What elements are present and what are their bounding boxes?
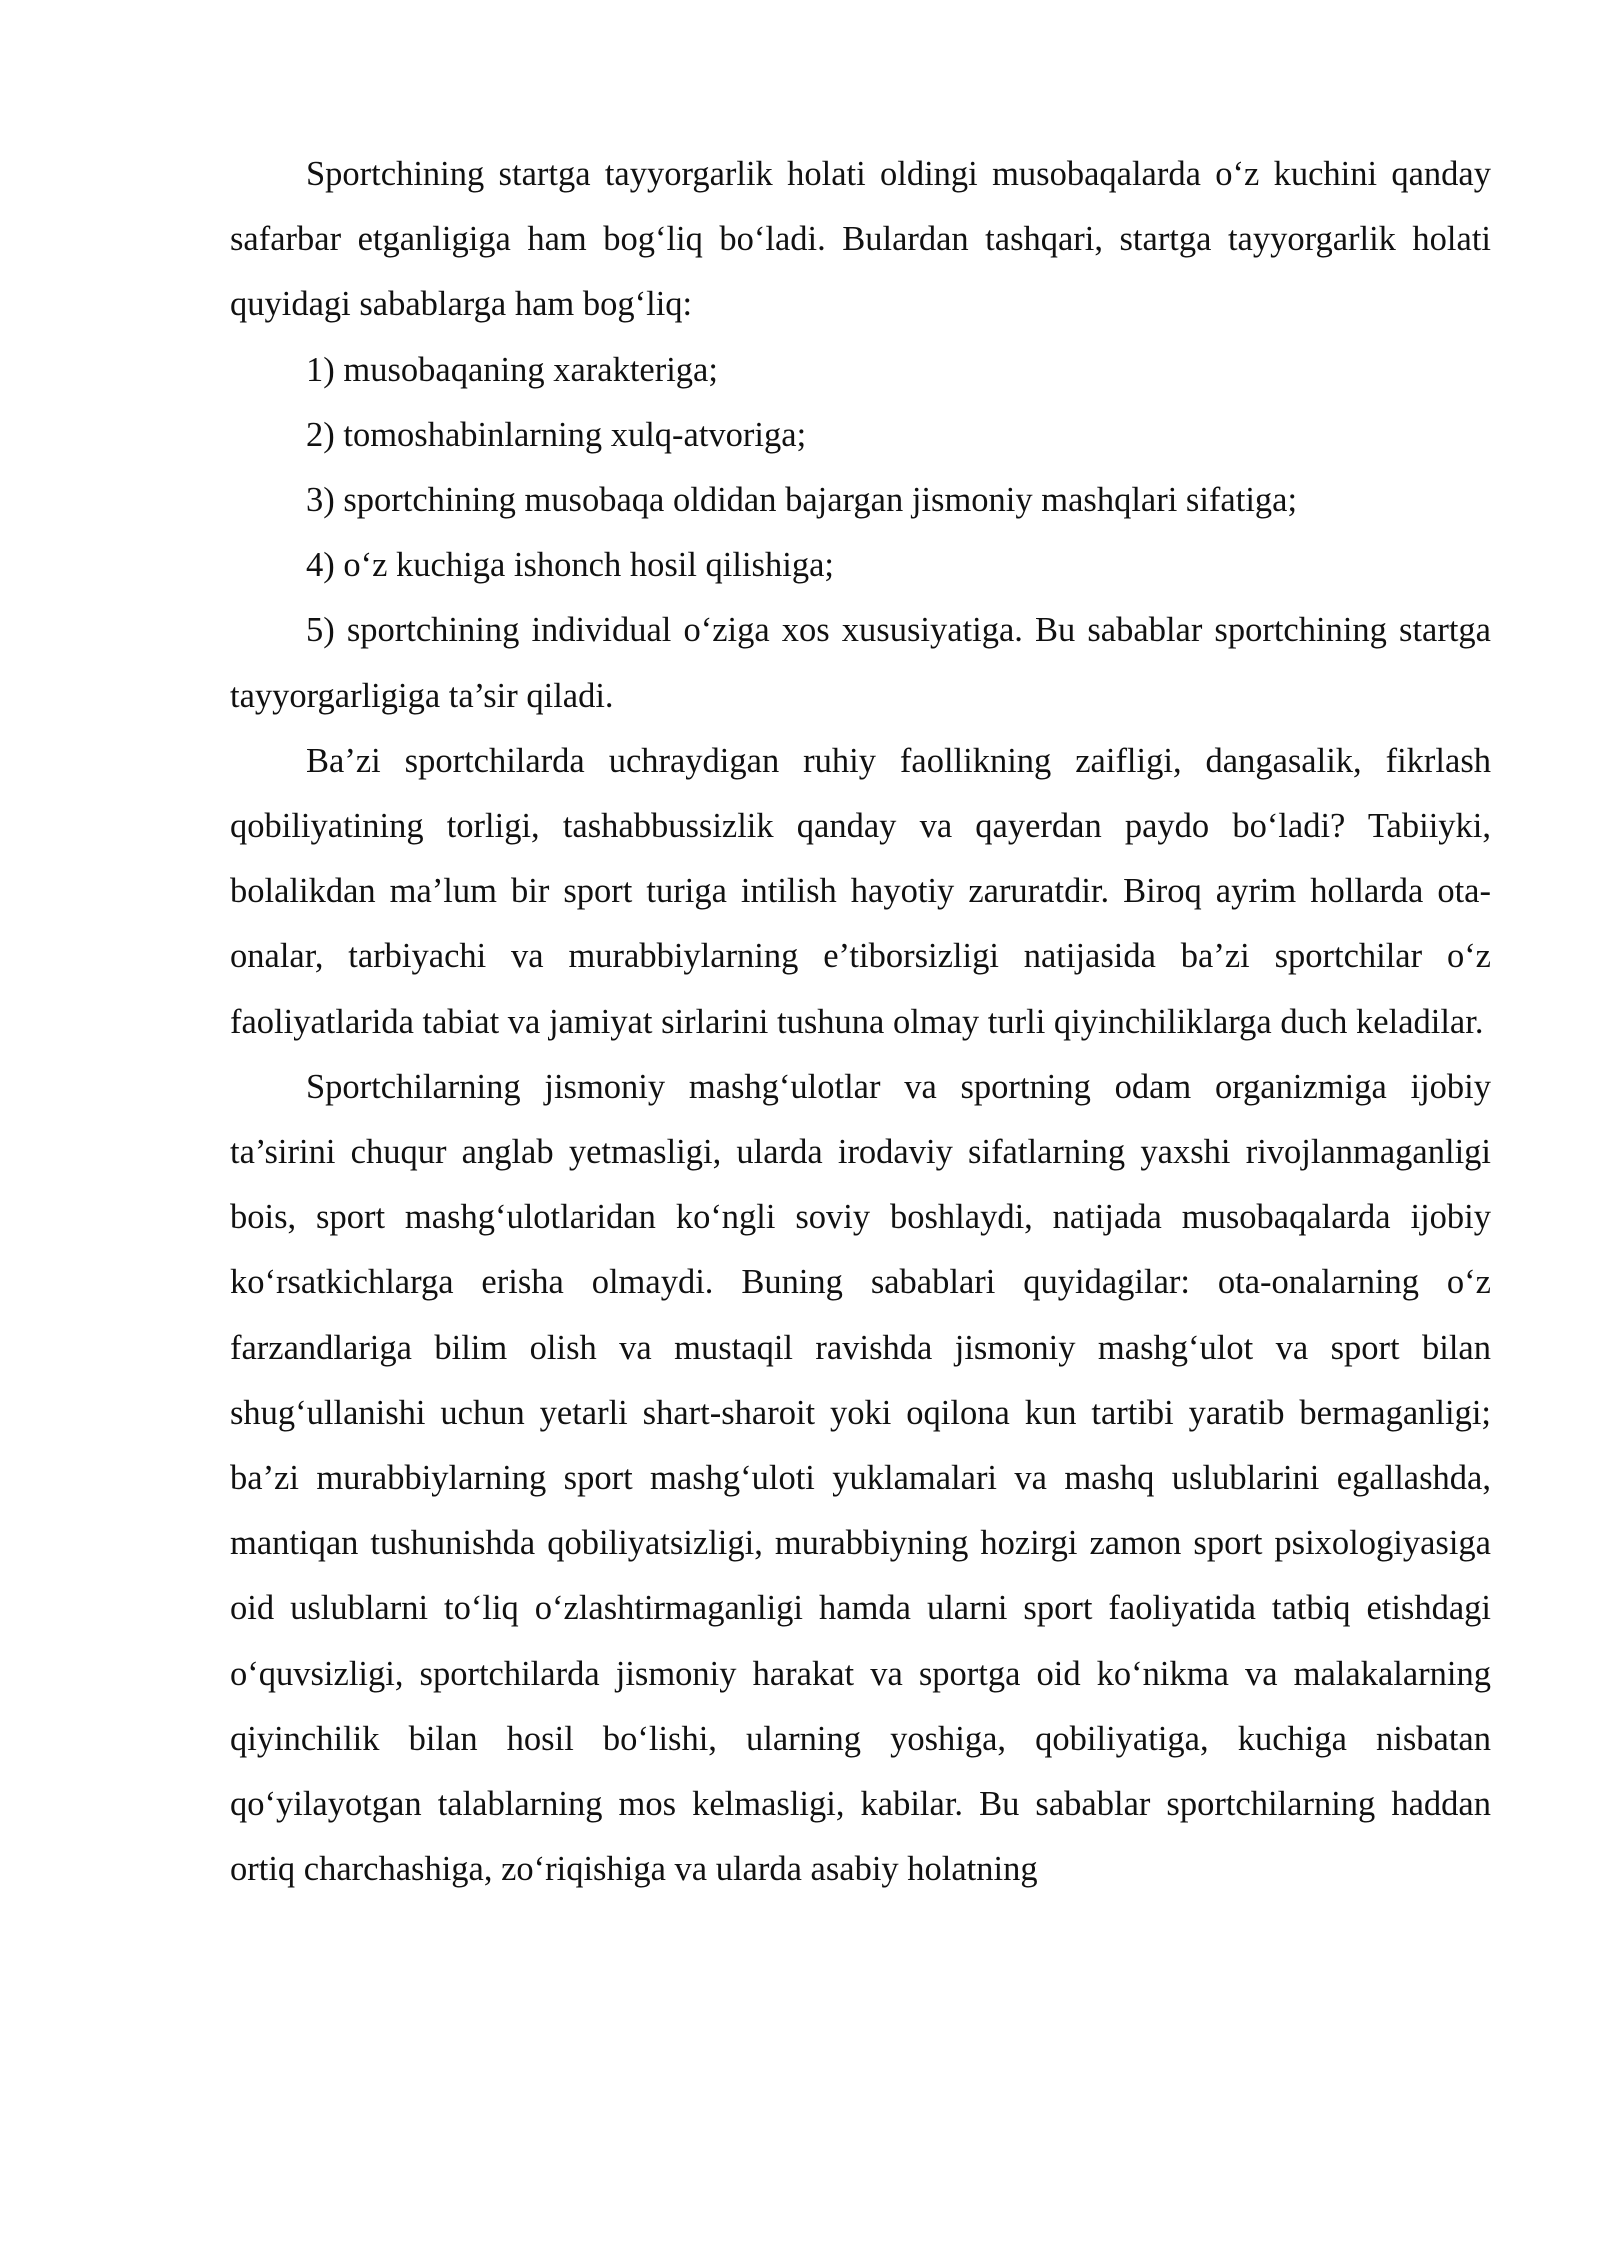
list-item-3: 3) sportchining musobaqa oldidan bajargan jismoniy mashqlari sifatiga;	[306, 481, 1298, 520]
list-item-4: 4) o‘z kuchiga ishonch hosil qilishiga;	[306, 546, 834, 585]
list-item-2: 2) tomoshabinlarning xulq-atvoriga;	[306, 415, 807, 454]
paragraph-start-readiness: Sportchining startga tayyorgarlik holati oldingi musobaqalarda o‘z kuchini qanday safarbar etganligiga ham bog‘liq bo‘ladi. Bulardan tashqari, startga tayyorgarlik holati quyidagi sabablarga ham bog‘liq:	[230, 155, 1491, 324]
list-item-1: 1) musobaqaning xarakteriga;	[306, 350, 718, 389]
paragraph-reasons: Sportchilarning jismoniy mashg‘ulotlar va sportning odam organizmiga ijobiy ta’sirini chuqur anglab yetmasligi, ularda irodaviy sifatlarning yaxshi rivojlanmaganligi bois, sport mashg‘ulotlaridan ko‘ngli soviy boshlaydi, natijada musobaqalarda ijobiy ko‘rsatkichlarga erisha olmaydi. Buning sabablari quyidagilar: ota-onalarning o‘z farzandlariga bilim olish va mustaqil ravishda jismoniy mashg‘ulot va sport bilan shug‘ullanishi uchun yetarli shart-sharoit yoki oqilona kun tartibi yaratib bermaganligi; ba’zi murabbiylarning sport mashg‘uloti yuklamalari va mashq uslublarini egallashda, mantiqan tushunishda qobiliyatsizligi, murabbiyning hozirgi zamon sport psixologiyasiga oid uslublarni to‘liq o‘zlashtirmaganligi hamda ularni sport faoliyatida tatbiq etishdagi o‘quvsizligi, sportchilarda jismoniy harakat va sportga oid ko‘nikma va malakalarning qiyinchilik bilan hosil bo‘lishi, ularning yoshiga, qobiliyatiga, kuchiga nisbatan qo‘yilayotgan talablarning mos kelmasligi, kabilar. Bu sabablar sportchilarning haddan ortiq charchashiga, zo‘riqishiga va ularda asabiy holatning	[230, 1067, 1491, 1889]
paragraph-mental-activity: Ba’zi sportchilarda uchraydigan ruhiy faollikning zaifligi, dangasalik, fikrlash qobiliyatining torligi, tashabbussizlik qanday va qayerdan paydo bo‘ladi? Tabiiyki, bolalikdan ma’lum bir sport turiga intilish hayotiy zaruratdir. Biroq ayrim hollarda ota-onalar, tarbiyachi va murabbiylarning e’tiborsizligi natijasida ba’zi sportchilar o‘z faoliyatlarida tabiat va jamiyat sirlarini tushuna olmay turli qiyinchiliklarga duch keladilar.	[230, 741, 1491, 1041]
document-body	[230, 142, 1491, 1902]
list-item-5: 5) sportchining individual o‘ziga xos xususiyatiga. Bu sabablar sportchining startga tayyorgarligiga ta’sir qiladi.	[230, 611, 1491, 715]
